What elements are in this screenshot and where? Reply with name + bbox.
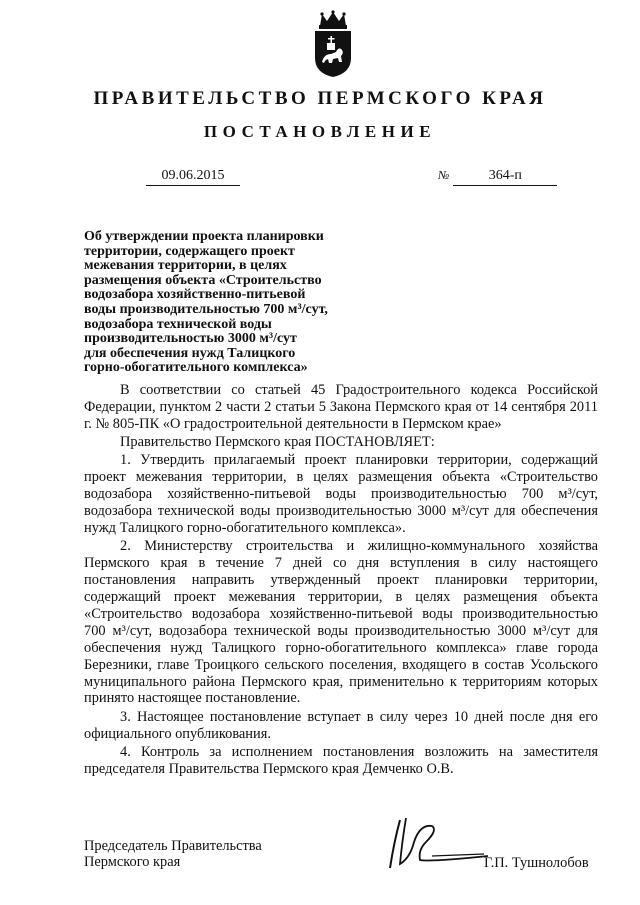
position-line: Пермского края	[84, 854, 181, 870]
document-number-block	[438, 167, 557, 186]
signatory-position	[84, 838, 262, 870]
clause-4: 4. Контроль за исполнением постановления возложить на заместителя председателя Правительства Пермского края Демченко О.В.	[84, 743, 598, 777]
number-sign: №	[438, 168, 450, 182]
subject-line: размещения объекта «Строительство	[84, 272, 322, 288]
subject-line: производительностью 3000 м³/сут	[84, 331, 297, 347]
signatory-name: Г.П. Тушнолобов	[484, 855, 589, 871]
subject-line: горно-обогатительного комплекса»	[84, 360, 308, 376]
clause-1: 1. Утвердить прилагаемый проект планировки территории, содержащий проект межевания территории, в целях размещения объекта «Строительство водозабора хозяйственно-питьевой воды производительностью 700 м³/сут, водозабора технической воды производительностью 3000 м³/сут для обеспечения нужд Талицкого горно-обогатительного комплекса».	[84, 452, 598, 537]
coat-of-arms-icon	[312, 10, 354, 78]
subject-line: для обеспечения нужд Талицкого	[84, 345, 296, 361]
document-type: ПОСТАНОВЛЕНИЕ	[203, 122, 437, 141]
subject-line: территории, содержащего проект	[84, 243, 295, 259]
document-subject	[84, 230, 374, 376]
resolution-statement: Правительство Пермского края ПОСТАНОВЛЯЕТ:	[120, 434, 435, 451]
subject-line: водозабора хозяйственно-питьевой	[84, 287, 306, 303]
subject-line: воды производительностью 700 м³/сут,	[84, 301, 328, 317]
document-date: 09.06.2015	[146, 167, 240, 186]
position-line: Председатель Правительства	[84, 838, 262, 854]
clause-2: 2. Министерству строительства и жилищно-коммунального хозяйства Пермского края в течение 7 дней со дня вступления в силу настоящего постановления направить утвержденный проект планировки территории, содержащий проект межевания территории, в целях размещения объекта «Строительство водозабора хозяйственно-питьевой воды производительностью 700 м³/сут, водозабора технической воды производительностью 3000 м³/сут для обеспечения нужд Талицкого горно-обогатительного комплекса» главе города Березники, главе Троицкого сельского поселения, входящего в состав Усольского муниципального района Пермского края, применительно к территориям которых принято настоящее постановление.	[84, 538, 598, 707]
preamble-paragraph: В соответствии со статьей 45 Градостроительного кодекса Российской Федерации, пунктом 2 части 2 статьи 5 Закона Пермского края от 14 сентября 2011 г. № 805-ПК «О градостроительной деятельности в Пермском крае»	[84, 382, 598, 432]
subject-line: межевания территории, в целях	[84, 258, 287, 274]
clause-3: 3. Настоящее постановление вступает в силу через 10 дней после дня его официального опубликования.	[84, 708, 598, 742]
organization-title: ПРАВИТЕЛЬСТВО ПЕРМСКОГО КРАЯ	[93, 88, 547, 109]
document-body	[84, 382, 598, 778]
document-number: 364-п	[453, 167, 557, 186]
subject-line: Об утверждении проекта планировки	[84, 229, 324, 244]
subject-line: водозабора технической воды	[84, 316, 272, 332]
handwritten-signature-icon	[380, 812, 490, 876]
